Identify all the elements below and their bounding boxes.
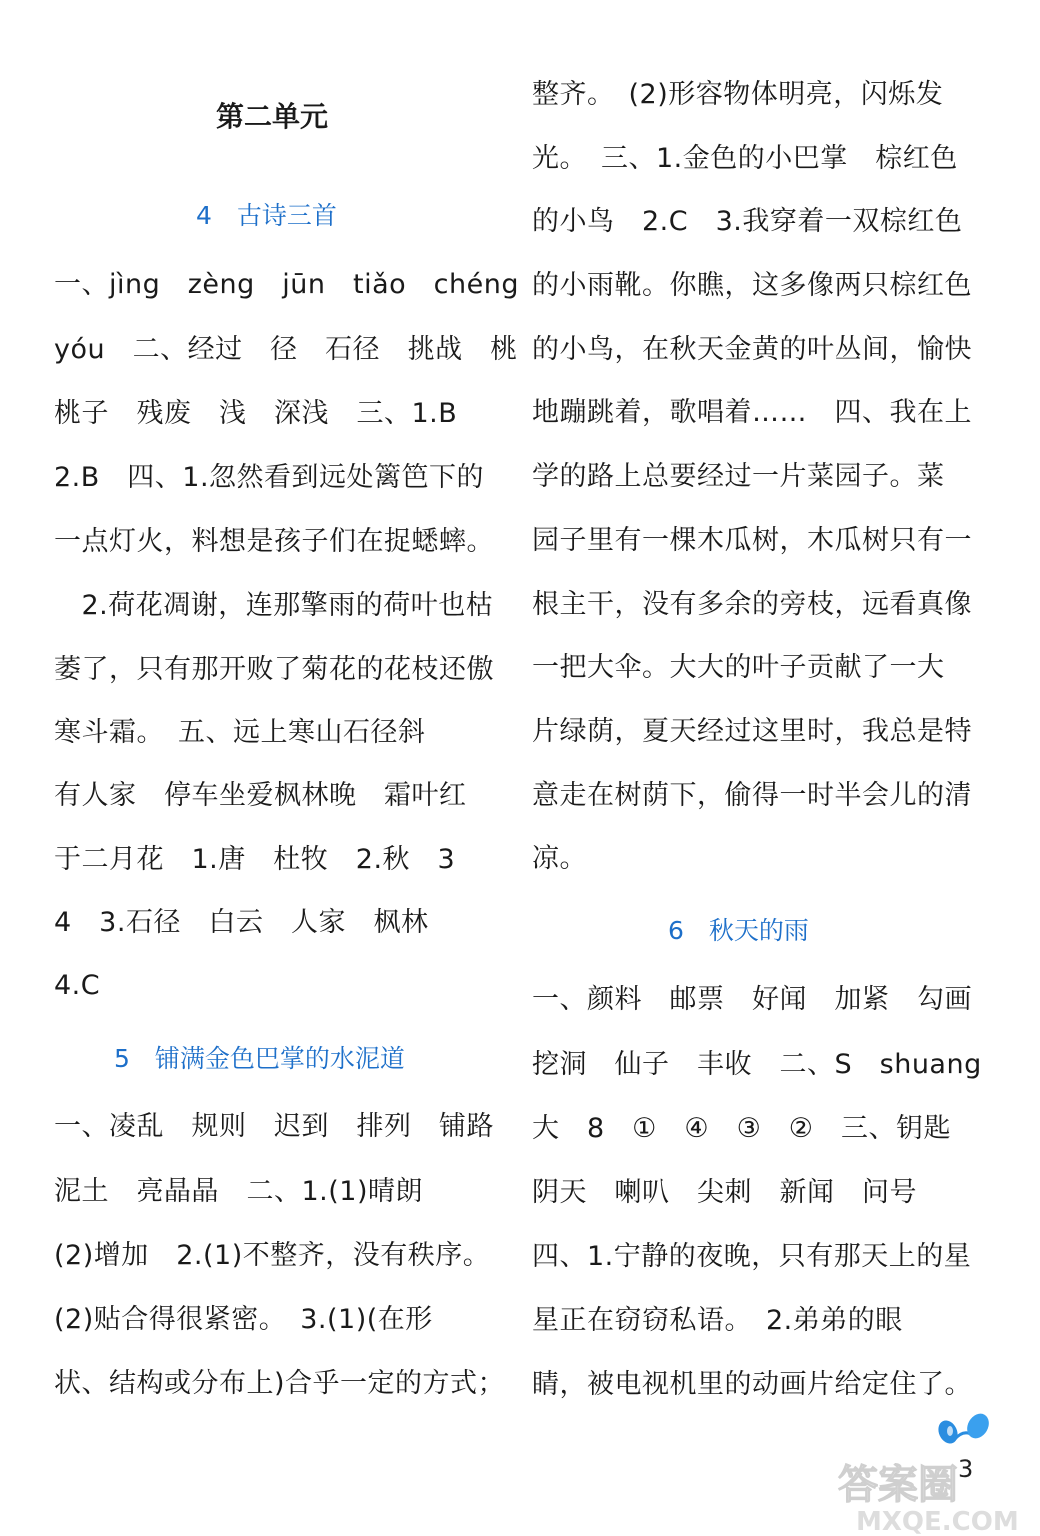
- answer-line: 阴天 喇叭 尖刺 新闻 问号: [532, 1177, 917, 1208]
- answer-line: 一、凌乱 规则 迟到 排列 铺路: [54, 1111, 494, 1142]
- answer-line: 桃子 残废 浅 深浅 三、1.B: [54, 398, 458, 429]
- answer-line: 园子里有一棵木瓜树，木瓜树只有一: [532, 525, 972, 556]
- answer-line: 大 8 ① ④ ③ ② 三、钥匙: [532, 1113, 951, 1144]
- answer-line: 星正在窃窃私语。 2.弟弟的眼: [532, 1305, 903, 1336]
- answer-line: 一、jìng zèng jūn tiǎo chéng: [54, 269, 519, 300]
- answer-line: 片绿荫，夏天经过这里时，我总是特: [532, 716, 972, 747]
- answer-line: 一把大伞。大大的叶子贡献了一大: [532, 652, 945, 683]
- answer-line: 有人家 停车坐爱枫林晚 霜叶红: [54, 780, 467, 811]
- answer-line: 4 3.石径 白云 人家 枫林: [54, 907, 429, 938]
- unit-title: 第二单元: [216, 100, 329, 133]
- answer-line: 挖洞 仙子 丰收 二、S shuang: [532, 1049, 982, 1080]
- answer-line: 根主干，没有多余的旁枝，远看真像: [532, 589, 972, 620]
- answer-line: (2)贴合得很紧密。 3.(1)(在形: [54, 1304, 433, 1335]
- page-number: 3: [958, 1455, 974, 1483]
- watermark-text: 答案圈: [838, 1462, 958, 1508]
- answer-line: 萎了，只有那开败了菊花的花枝还傲: [54, 654, 494, 685]
- answer-line: 2.B 四、1.忽然看到远处篱笆下的: [54, 462, 485, 493]
- answer-line: 的小雨靴。你瞧，这多像两只棕红色: [532, 270, 972, 301]
- answer-line: 光。 三、1.金色的小巴掌 棕红色: [532, 143, 958, 174]
- section-title-6: 6 秋天的雨: [668, 916, 809, 945]
- watermark-site: MXQE.COM: [856, 1507, 1019, 1534]
- answer-line: 学的路上总要经过一片菜园子。菜: [532, 461, 945, 492]
- watermark-logo: [836, 1410, 1036, 1534]
- leaf-icon: [935, 1410, 993, 1447]
- answer-line: (2)增加 2.(1)不整齐，没有秩序。: [54, 1240, 491, 1271]
- answer-line: 四、1.宁静的夜晚，只有那天上的星: [532, 1241, 972, 1272]
- answer-line: 意走在树荫下，偷得一时半会儿的清: [532, 780, 972, 811]
- answer-line: 的小鸟，在秋天金黄的叶丛间，愉快: [532, 334, 972, 365]
- answer-line: 寒斗霜。 五、远上寒山石径斜: [54, 717, 426, 748]
- answer-line: 的小鸟 2.C 3.我穿着一双棕红色: [532, 206, 963, 237]
- answer-line: yóu 二、经过 径 石径 挑战 桃: [54, 334, 518, 365]
- answer-line: 凉。: [532, 843, 587, 874]
- section-title-5: 5 铺满金色巴掌的水泥道: [114, 1044, 405, 1073]
- answer-line: 地蹦跳着，歌唱着…… 四、我在上: [532, 397, 972, 428]
- answer-line: 睛，被电视机里的动画片给定住了。: [532, 1369, 972, 1400]
- answer-line: 状、结构或分布上)合乎一定的方式；: [54, 1368, 506, 1399]
- answer-line: 于二月花 1.唐 杜牧 2.秋 3: [54, 844, 456, 875]
- answer-line: 泥土 亮晶晶 二、1.(1)晴朗: [54, 1176, 424, 1207]
- answer-line: 整齐。 (2)形容物体明亮，闪烁发: [532, 79, 944, 110]
- answer-line: 2.荷花凋谢，连那擎雨的荷叶也枯: [54, 590, 494, 621]
- answer-line: 一、颜料 邮票 好闻 加紧 勾画: [532, 984, 972, 1015]
- answer-line: 一点灯火，料想是孩子们在捉蟋蟀。: [54, 526, 494, 557]
- section-title-4: 4 古诗三首: [196, 201, 337, 230]
- answer-line: 4.C: [54, 970, 101, 1001]
